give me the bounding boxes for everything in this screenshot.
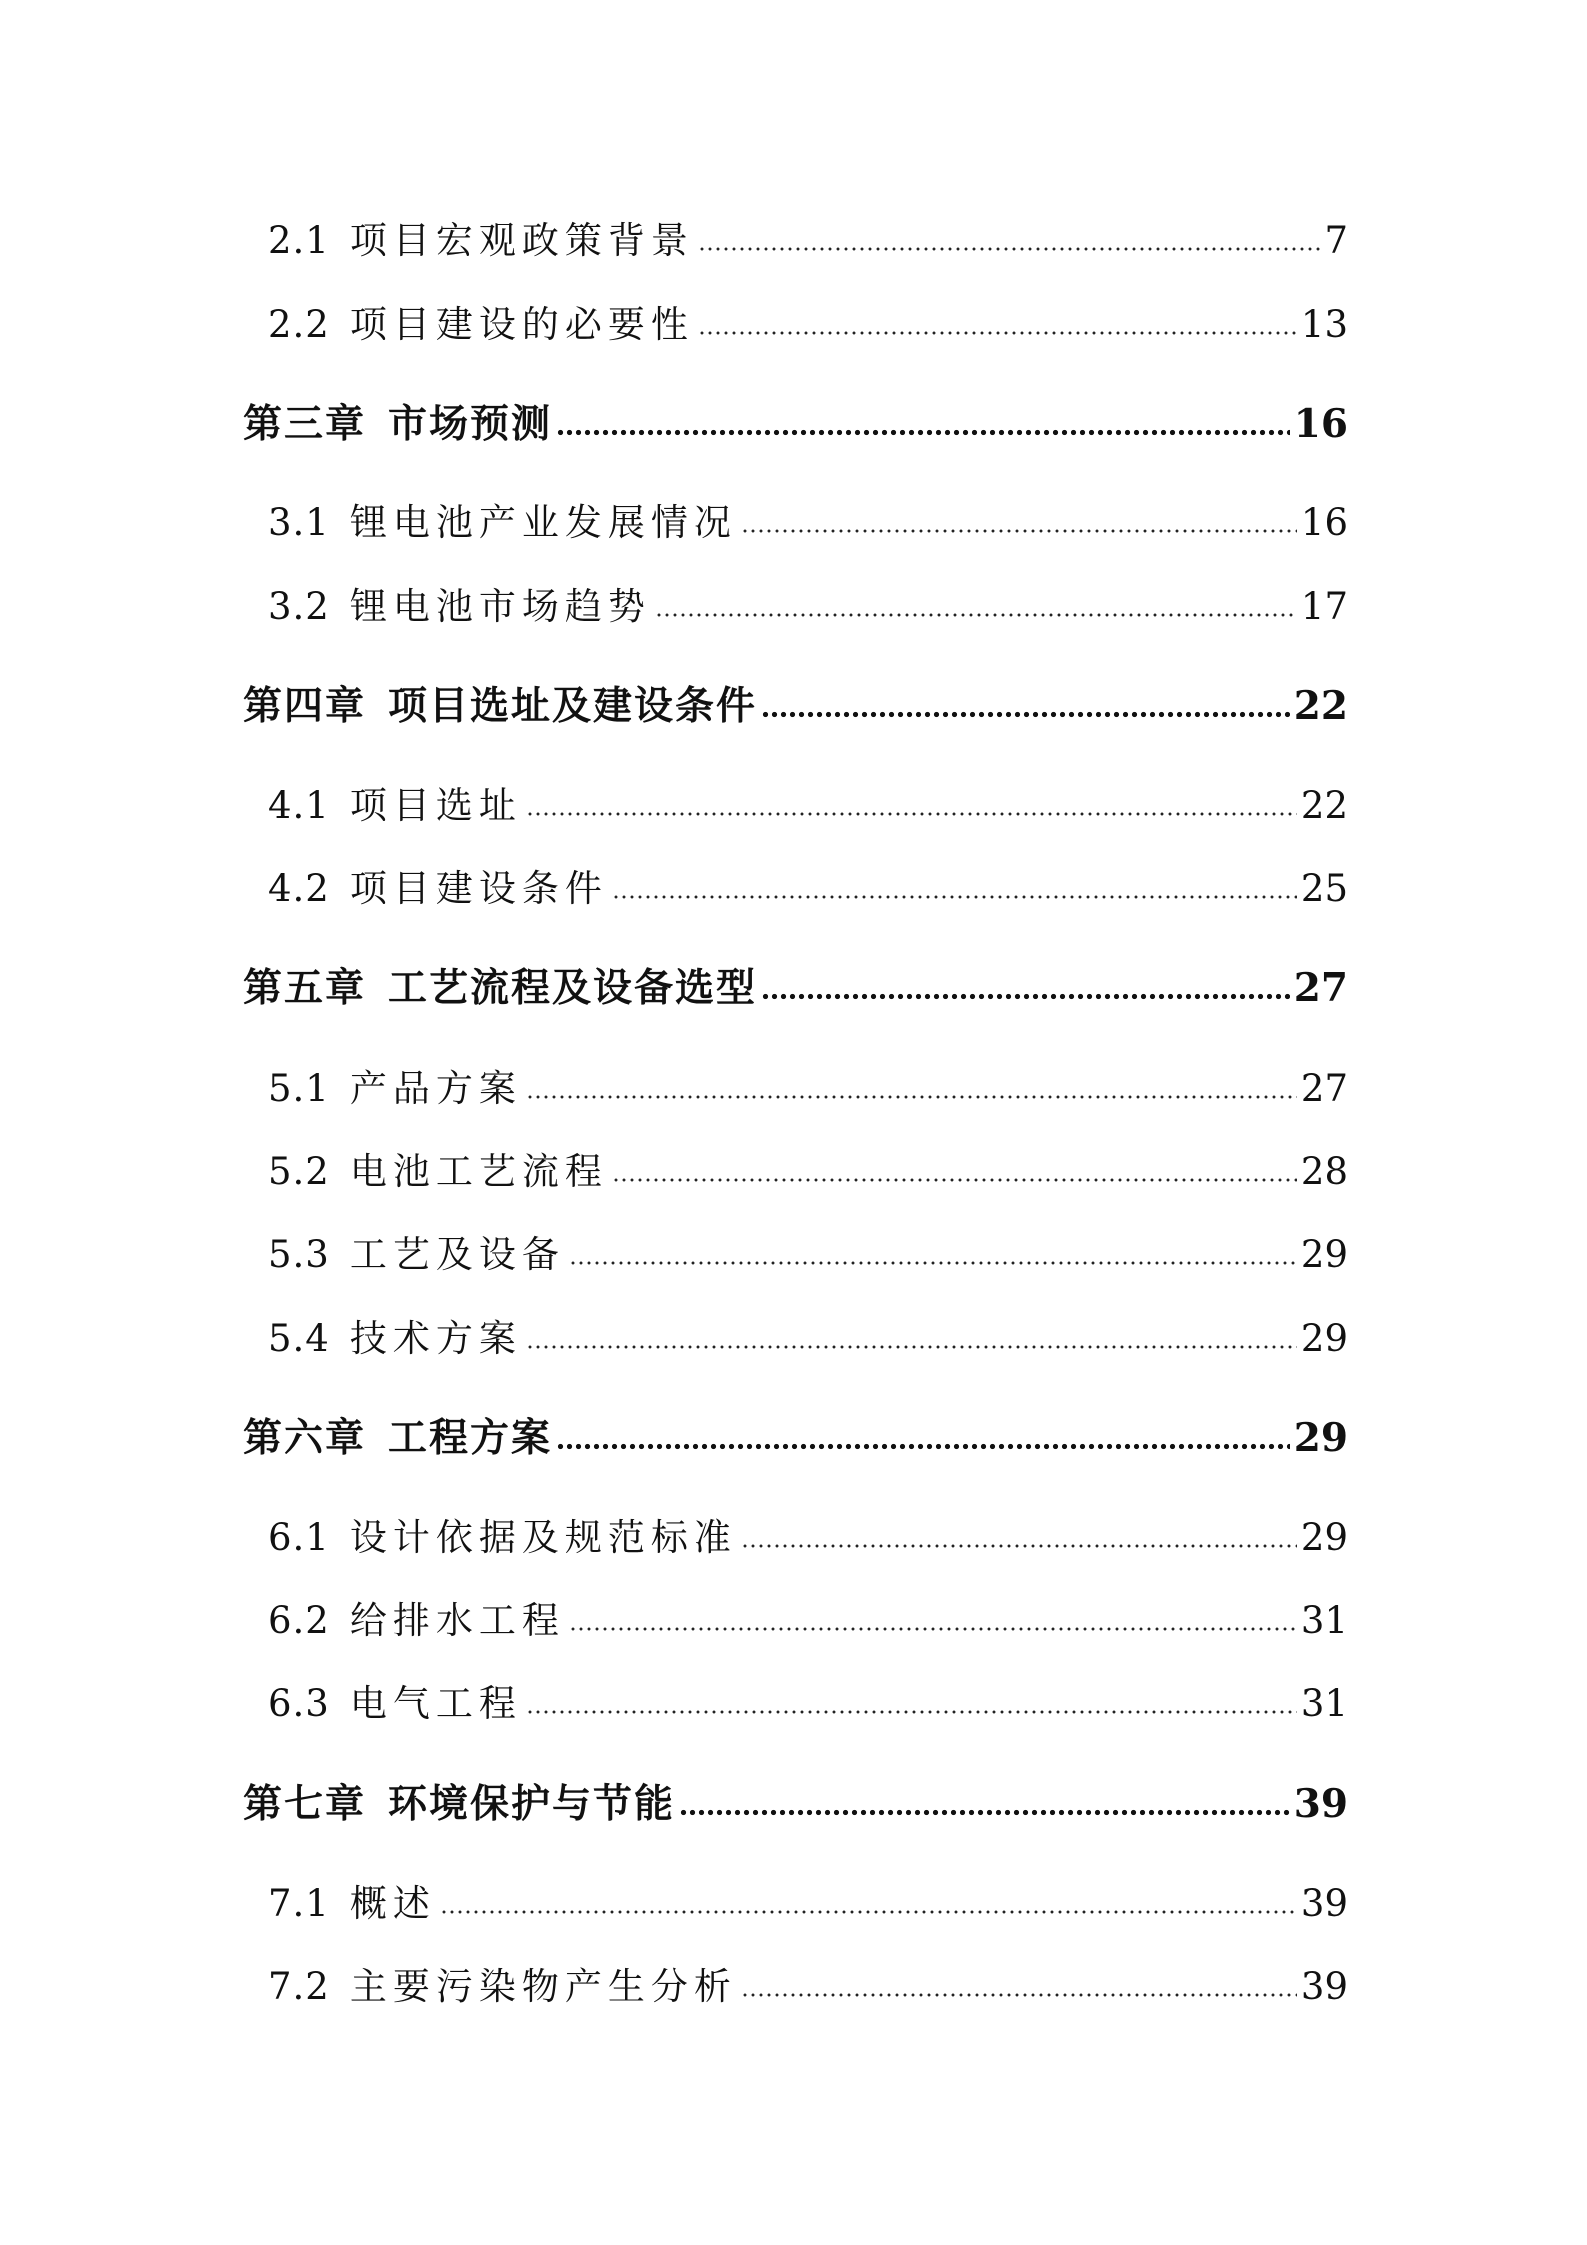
toc-entry-7-2[interactable] [268,1956,1348,2010]
page-number: 25 [1300,867,1348,910]
page-number: 39 [1293,1781,1348,1827]
dot-leader [526,1093,1297,1101]
toc-entry-5-1[interactable] [268,1058,1348,1112]
toc-chapter-6[interactable] [243,1407,1348,1463]
toc-entry-7-1[interactable] [268,1873,1348,1927]
dot-leader [612,893,1297,901]
dot-leader [698,245,1321,253]
page-number: 39 [1300,1965,1348,2008]
chapter-title: 环境保护与节能 [388,1781,676,1827]
page-number: 27 [1300,1067,1348,1110]
chapter-title: 工艺流程及设备选型 [388,965,758,1011]
entry-title: 锂电池市场趋势 [349,585,651,628]
page-number: 29 [1300,1516,1348,1559]
dot-leader [526,1708,1297,1716]
entry-number: 7.1 [268,1882,330,1925]
entry-title: 工艺及设备 [349,1233,565,1276]
entry-number: 2.1 [268,219,330,262]
toc-entry-2-2[interactable] [268,294,1348,348]
toc-entry-4-1[interactable] [268,775,1348,829]
entry-title: 技术方案 [349,1317,522,1360]
page-number: 22 [1293,683,1348,729]
entry-title: 产品方案 [349,1067,522,1110]
chapter-number: 第六章 [243,1415,367,1461]
toc-entry-5-2[interactable] [268,1141,1348,1195]
toc-entry-3-1[interactable] [268,492,1348,546]
entry-number: 6.2 [268,1599,330,1642]
chapter-number: 第三章 [243,401,367,447]
dot-leader [569,1625,1297,1633]
page-number: 16 [1300,501,1348,544]
entry-title: 给排水工程 [349,1599,565,1642]
page-number: 27 [1293,965,1348,1011]
entry-title: 电气工程 [349,1682,522,1725]
entry-number: 7.2 [268,1965,330,2008]
entry-number: 5.3 [268,1233,330,1276]
chapter-number: 第四章 [243,683,367,729]
entry-title: 设计依据及规范标准 [349,1516,737,1559]
page-number: 39 [1300,1882,1348,1925]
page-number: 28 [1300,1150,1348,1193]
entry-title: 电池工艺流程 [349,1150,608,1193]
page-number: 16 [1293,401,1348,447]
toc-entry-6-1[interactable] [268,1507,1348,1561]
chapter-number: 第七章 [243,1781,367,1827]
entry-number: 3.2 [268,585,330,628]
entry-number: 5.2 [268,1150,330,1193]
entry-number: 5.1 [268,1067,330,1110]
toc-entry-6-3[interactable] [268,1673,1348,1727]
dot-leader [741,1542,1297,1550]
dot-leader [526,810,1297,818]
dot-leader [556,1442,1290,1451]
dot-leader [569,1259,1297,1267]
entry-title: 锂电池产业发展情况 [349,501,737,544]
page-number: 7 [1324,219,1348,262]
entry-title: 主要污染物产生分析 [349,1965,737,2008]
dot-leader [612,1176,1297,1184]
toc-entry-6-2[interactable] [268,1590,1348,1644]
dot-leader [698,329,1297,337]
dot-leader [526,1343,1297,1351]
entry-title: 概述 [349,1882,436,1925]
dot-leader [741,527,1297,535]
toc-chapter-4[interactable] [243,675,1348,731]
page-number: 29 [1293,1415,1348,1461]
page-number: 22 [1300,784,1348,827]
toc-entry-4-2[interactable] [268,858,1348,912]
page-number: 31 [1300,1682,1348,1725]
dot-leader [655,611,1297,619]
entry-title: 项目宏观政策背景 [349,219,694,262]
dot-leader [556,428,1290,437]
entry-number: 5.4 [268,1317,330,1360]
toc-entry-5-3[interactable] [268,1224,1348,1278]
entry-number: 2.2 [268,303,330,346]
dot-leader [741,1991,1297,1999]
page-number: 31 [1300,1599,1348,1642]
entry-number: 3.1 [268,501,330,544]
dot-leader [761,710,1290,719]
toc-entry-3-2[interactable] [268,576,1348,630]
entry-title: 项目选址 [349,784,522,827]
page-number: 29 [1300,1233,1348,1276]
toc-chapter-5[interactable] [243,957,1348,1013]
entry-title: 项目建设的必要性 [349,303,694,346]
entry-number: 6.3 [268,1682,330,1725]
page-number: 17 [1300,585,1348,628]
entry-title: 项目建设条件 [349,867,608,910]
toc-entry-5-4[interactable] [268,1308,1348,1362]
dot-leader [440,1908,1297,1916]
chapter-title: 项目选址及建设条件 [388,683,758,729]
page-number: 29 [1300,1317,1348,1360]
chapter-title: 市场预测 [388,401,553,447]
chapter-number: 第五章 [243,965,367,1011]
entry-number: 4.1 [268,784,330,827]
toc-entry-2-1[interactable] [268,210,1348,264]
dot-leader [679,1808,1290,1817]
page-number: 13 [1300,303,1348,346]
chapter-title: 工程方案 [388,1415,553,1461]
dot-leader [761,992,1290,1001]
toc-chapter-3[interactable] [243,393,1348,449]
toc-chapter-7[interactable] [243,1773,1348,1829]
entry-number: 6.1 [268,1516,330,1559]
entry-number: 4.2 [268,867,330,910]
